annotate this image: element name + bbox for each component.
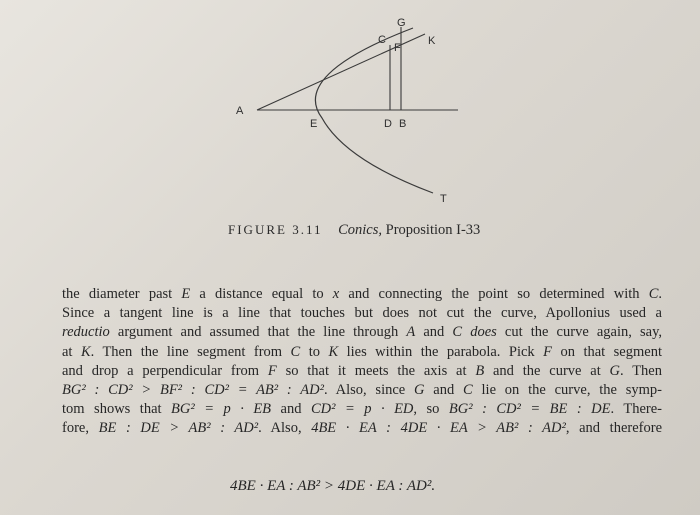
body-text <box>62 285 662 439</box>
figure-proposition: Proposition I-33 <box>385 222 481 238</box>
text-line: reductio argument and assumed that the line through A and C does cut the curve again, say, <box>62 324 663 341</box>
point-label-a: A <box>236 105 244 117</box>
figure-caption <box>228 222 480 239</box>
text-line: BG² : CD² > BF² : CD² = AB² : AD². Also, since G and C lie on the curve, the symp- <box>62 382 663 399</box>
final-equation: 4BE · EA : AB² > 4DE · EA : AD². <box>230 478 436 494</box>
text-line: and drop a perpendicular from F so that it meets the axis at B and the curve at G. Then <box>62 362 662 379</box>
text-line: tom shows that BG² = p · EB and CD² = p · ED, so BG² : CD² = BE : DE. There- <box>62 401 662 418</box>
point-label-c: C <box>378 34 386 46</box>
point-label-g: G <box>397 17 406 29</box>
figure-number: FIGURE 3.11 <box>228 222 323 237</box>
point-label-t: T <box>440 193 447 205</box>
figure-title: Conics, <box>338 222 382 238</box>
point-label-d: D <box>384 118 392 130</box>
point-label-k: K <box>428 35 436 47</box>
text-line: fore, BE : DE > AB² : AD². Also, 4BE · EA : 4DE · EA > AB² : AD², and therefore <box>62 420 663 437</box>
conic-figure <box>0 0 700 215</box>
text-line: at K. Then the line segment from C to K lies within the parabola. Pick F on that segment <box>62 343 662 360</box>
point-label-e: E <box>310 118 318 130</box>
point-label-f: F <box>394 42 401 54</box>
point-label-b: B <box>399 118 407 130</box>
text-line: the diameter past E a distance equal to x and connecting the point so determined with C. <box>62 286 663 302</box>
text-line: Since a tangent line is a line that touches but does not cut the curve, Apollonius used a <box>62 305 662 322</box>
